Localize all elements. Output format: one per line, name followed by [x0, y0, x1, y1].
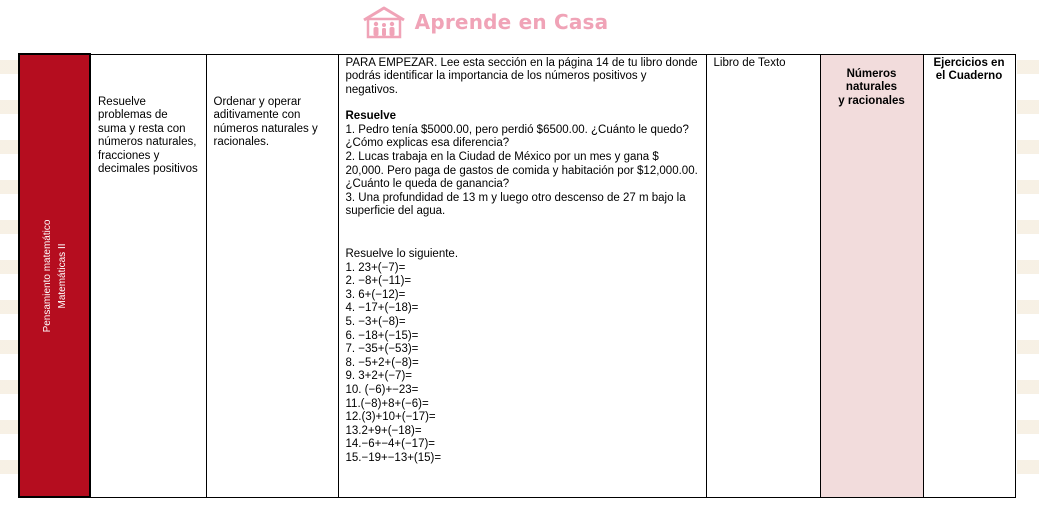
exercise-item: 7. −35+(−53)= — [345, 343, 419, 356]
resuelve-lo-siguiente: Resuelve lo siguiente. — [345, 248, 459, 261]
recursos-text: Libro de Texto — [713, 56, 786, 69]
brand-name: Aprende en Casa — [414, 10, 609, 34]
area-line-2: Matemáticas II — [56, 242, 68, 309]
tema-line-1: Números — [846, 67, 897, 80]
house-family-icon — [361, 5, 407, 39]
exercise-item: 5. −3+(−8)= — [345, 316, 406, 328]
problem-1-question: ¿Cómo explicas esa diferencia? — [345, 137, 510, 150]
resuelve-title: Resuelve — [345, 110, 397, 123]
exercise-item: 1. 23+(−7)= — [345, 261, 406, 274]
intro-text: PARA EMPEZAR. Lee esta sección en la página 14 de tu libro donde podrás identificar la importancia de los números positivos y negativos. — [345, 56, 698, 96]
enfasis-text: Ordenar y operar aditivamente con números naturales y racionales. — [213, 95, 318, 149]
exercise-item: 6. −18+(−15)= — [345, 329, 419, 342]
side-watermark-left — [0, 60, 20, 500]
aprendizaje-cell — [90, 54, 206, 497]
problem-2: 2. Lucas trabaja en la Ciudad de México por un mes y gana $ 20,000. Pero paga de gastos de comida y habitación por $12,000.00. ¿Cuánto le queda de ganancia? — [345, 151, 698, 191]
problem-1: 1. Pedro tenía $5000.00, pero perdió $6500.00. ¿Cuánto le quedo? — [345, 123, 689, 136]
enfasis-cell — [206, 54, 338, 497]
table-row — [19, 54, 1015, 497]
exercise-item: 9. 3+2+(−7)= — [345, 370, 412, 383]
area-label — [40, 219, 70, 332]
evidencia-line-2: el Cuaderno — [935, 70, 1003, 83]
exercise-item: 8. −5+2+(−8)= — [345, 356, 419, 369]
exercise-item: 3. 6+(−12)= — [345, 288, 406, 301]
aprendizaje-text: Resuelve problemas de suma y resta con números naturales, fracciones y decimales positivos — [98, 95, 198, 176]
brand-logo — [361, 5, 609, 39]
exercise-item: 4. −17+(−18)= — [345, 302, 419, 315]
exercise-item: 14.−6+−4+(−17)= — [345, 438, 436, 451]
exercise-item: 15.−19+−13+(15)= — [345, 451, 442, 464]
page-header — [0, 0, 1039, 44]
lesson-plan-table — [18, 53, 1016, 498]
exercise-item: 11.(−8)+8+(−6)= — [345, 397, 429, 410]
area-cell — [19, 54, 90, 497]
recursos-cell — [706, 54, 820, 497]
tema-line-3: y racionales — [838, 94, 905, 107]
problem-3: 3. Una profundidad de 13 m y luego otro descenso de 27 m bajo la superficie del agua. — [345, 191, 686, 218]
side-watermark-right — [1017, 60, 1039, 500]
actividades-cell — [338, 54, 706, 497]
evidencia-line-1: Ejercicios en — [933, 56, 1005, 69]
exercise-item: 2. −8+(−11)= — [345, 275, 412, 288]
evidencia-cell — [923, 54, 1015, 497]
exercise-item: 13.2+9+(−18)= — [345, 424, 422, 437]
tema-line-2: naturales — [845, 81, 898, 94]
area-line-1: Pensamiento matemático — [41, 219, 53, 332]
exercise-item: 10. (−6)+−23= — [345, 383, 419, 396]
exercise-item: 12.(3)+10+(−17)= — [345, 411, 436, 424]
tema-cell — [820, 54, 923, 497]
